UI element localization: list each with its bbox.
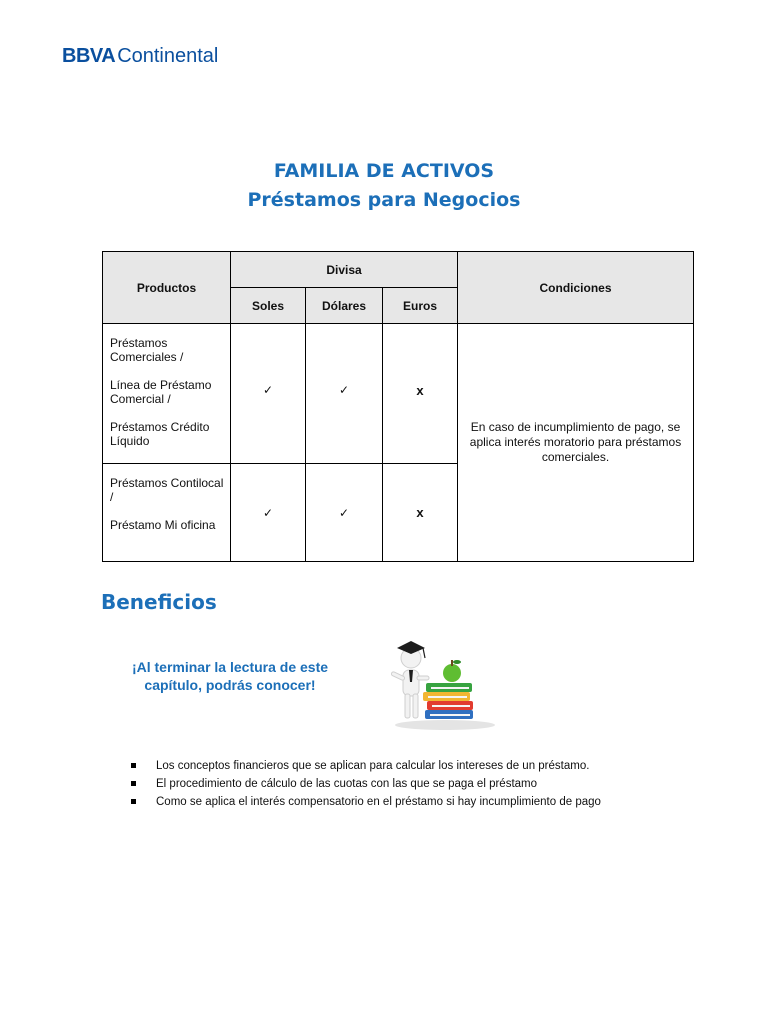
bullet-icon bbox=[131, 781, 136, 786]
bullet-icon bbox=[131, 799, 136, 804]
list-item-text: Como se aplica el interés compensatorio en el préstamo si hay incumplimiento de pago bbox=[156, 796, 601, 808]
product-name: Préstamos Contilocal / bbox=[110, 476, 224, 504]
header-condiciones: Condiciones bbox=[458, 252, 694, 324]
header-soles: Soles bbox=[231, 288, 306, 324]
check-icon: ✓ bbox=[306, 324, 383, 464]
page-title: FAMILIA DE ACTIVOS bbox=[273, 160, 495, 182]
product-name: Préstamo Mi oficina bbox=[110, 518, 216, 532]
list-item bbox=[130, 757, 601, 775]
check-icon: ✓ bbox=[231, 464, 306, 562]
product-name: Línea de Préstamo Comercial / bbox=[110, 378, 212, 406]
product-name: Préstamos Crédito Líquido bbox=[110, 420, 210, 448]
header-dolares: Dólares bbox=[306, 288, 383, 324]
header-euros: Euros bbox=[383, 288, 458, 324]
header-productos: Productos bbox=[103, 252, 231, 324]
check-icon: ✓ bbox=[306, 464, 383, 562]
conditions-text: En caso de incumplimiento de pago, se aplica interés moratorio para préstamos comerciales. bbox=[458, 324, 694, 562]
list-item-text: El procedimiento de cálculo de las cuotas con las que se paga el préstamo bbox=[156, 778, 538, 790]
bbva-logo bbox=[62, 45, 218, 68]
list-item-text: Los conceptos financieros que se aplican para calcular los intereses de un préstamo. bbox=[156, 760, 590, 772]
logo-text: Continental bbox=[117, 45, 219, 67]
benefits-heading: Beneficios bbox=[101, 590, 217, 614]
product-name: Préstamos Comerciales / bbox=[110, 336, 184, 364]
benefits-list bbox=[130, 757, 601, 811]
logo-bold-text: BBVA bbox=[62, 45, 116, 67]
products-table bbox=[102, 251, 694, 562]
page-subtitle: Préstamos para Negocios bbox=[247, 189, 521, 211]
products-cell bbox=[103, 324, 231, 464]
list-item bbox=[130, 793, 601, 811]
cross-mark: x bbox=[383, 464, 458, 562]
bullet-icon bbox=[131, 763, 136, 768]
cross-mark: x bbox=[383, 324, 458, 464]
table-row bbox=[103, 324, 694, 464]
header-divisa: Divisa bbox=[231, 252, 458, 288]
products-cell bbox=[103, 464, 231, 562]
list-item bbox=[130, 775, 601, 793]
graduate-books-illustration bbox=[375, 630, 499, 732]
check-icon: ✓ bbox=[231, 324, 306, 464]
benefits-callout: ¡Al terminar la lectura de este capítulo, podrás conocer! bbox=[131, 659, 329, 693]
